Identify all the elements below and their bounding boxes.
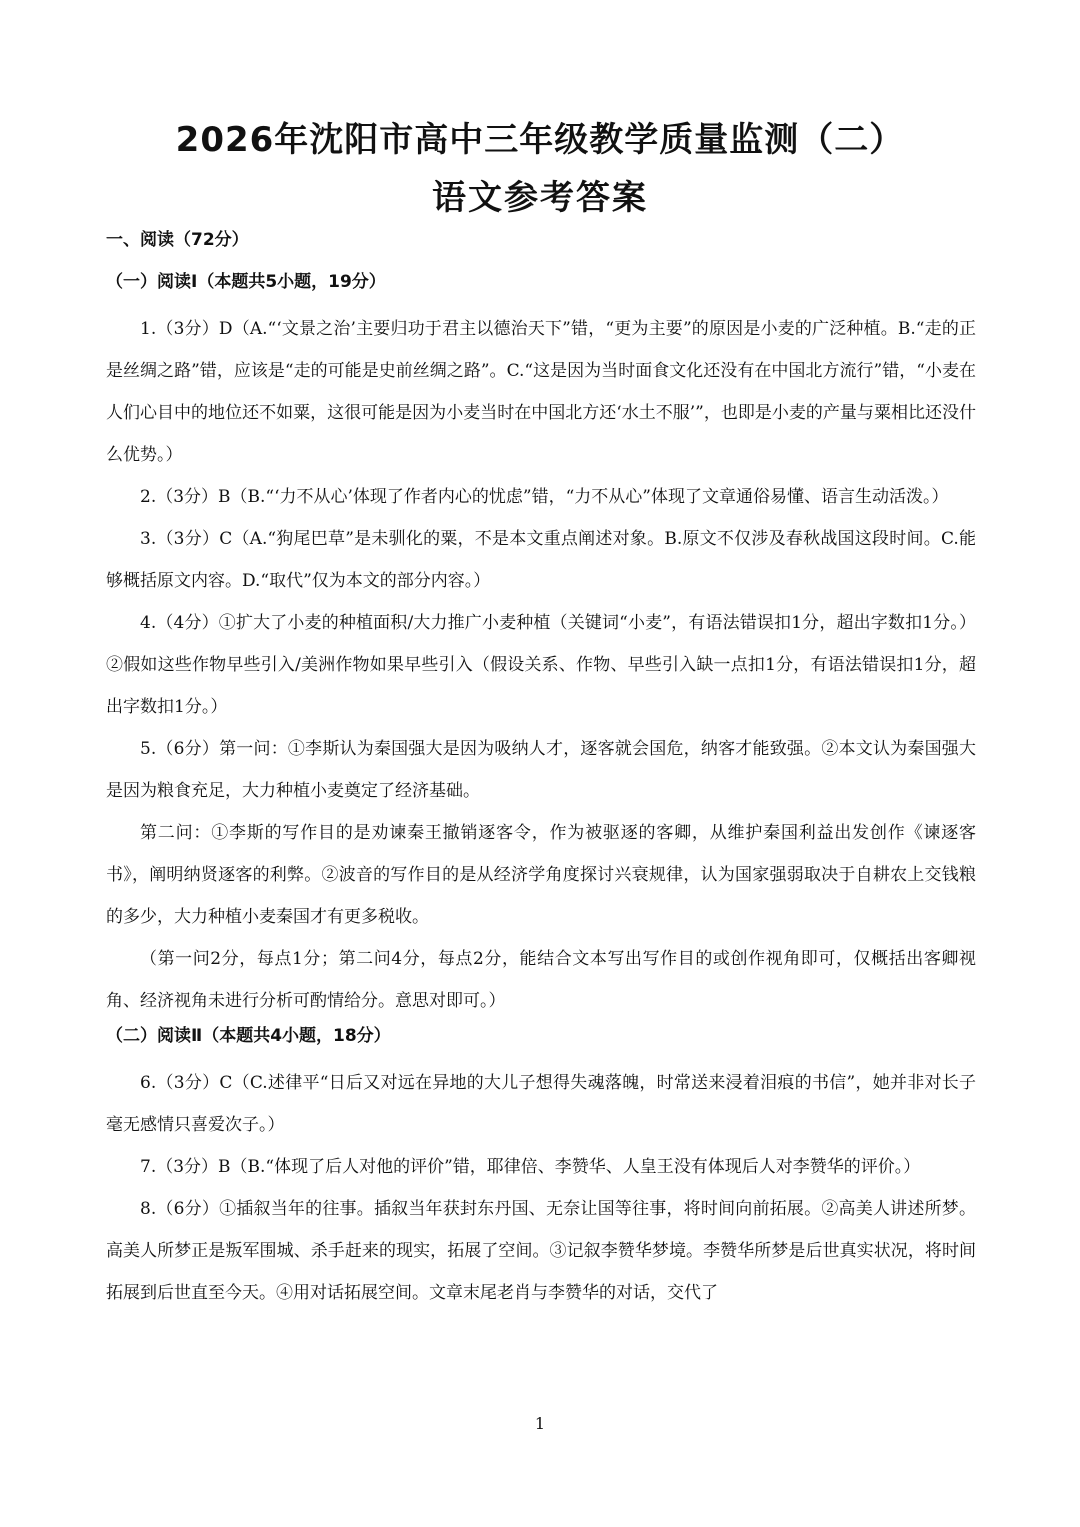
answer-q5-second: 第二问：①李斯的写作目的是劝谏秦王撤销逐客令，作为被驱逐的客卿，从维护秦国利益出发创作《谏逐客书》，阐明纳贤逐客的利弊。②波音的写作目的是从经济学角度探讨兴衰规律，认为国家强弱取决于自耕农上交钱粮的多少，大力种植小麦秦国才有更多税收。: [106, 823, 976, 927]
answer-q5-scoring: （第一问2分，每点1分；第二问4分，每点2分，能结合文本写出写作目的或创作视角即可，仅概括出客卿视角、经济视角未进行分析可酌情给分。意思对即可。）: [106, 949, 976, 1011]
page-number: 1: [534, 1414, 546, 1433]
answer-q2: 2.（3分）B（B.“‘力不从心’体现了作者内心的忧虑”错，“力不从心”体现了文章通俗易懂、语言生动活泼。）: [140, 487, 949, 507]
document-title: 2026年沈阳市高中三年级教学质量监测（二）: [175, 120, 905, 160]
answer-q1: 1.（3分）D（A.“‘文景之治’主要归功于君主以德治天下”错，“更为主要”的原因是小麦的广泛种植。B.“走的正是丝绸之路”错，应该是“走的可能是史前丝绸之路”。C.“这是因为当时面食文化还没有在中国北方流行”错，“小麦在人们心目中的地位还不如粟，这很可能是因为小麦当时在中国北方还‘水土不服’”，也即是小麦的产量与粟相比还没什么优势。）: [106, 319, 976, 465]
answer-q4: 4.（4分）①扩大了小麦的种植面积/大力推广小麦种植（关键词“小麦”，有语法错误扣1分，超出字数扣1分。）②假如这些作物早些引入/美洲作物如果早些引入（假设关系、作物、早些引入缺一点扣1分，有语法错误扣1分，超出字数扣1分。）: [106, 613, 976, 717]
answer-content: [106, 226, 976, 1314]
answer-q6: 6.（3分）C（C.述律平“日后又对远在异地的大儿子想得失魂落魄，时常送来浸着泪痕的书信”，她并非对长子毫无感情只喜爱次子。）: [106, 1073, 976, 1135]
answer-q7: 7.（3分）B（B.“体现了后人对他的评价”错，耶律倍、李赞华、人皇王没有体现后人对李赞华的评价。）: [140, 1157, 921, 1177]
part-heading-reading-1: （一）阅读Ⅰ（本题共5小题，19分）: [106, 272, 386, 292]
section-heading-reading: 一、阅读（72分）: [106, 230, 249, 250]
answer-q5-first: 5.（6分）第一问：①李斯认为秦国强大是因为吸纳人才，逐客就会国危，纳客才能致强。②本文认为秦国强大是因为粮食充足，大力种植小麦奠定了经济基础。: [106, 739, 976, 801]
answer-q8: 8.（6分）①插叙当年的往事。插叙当年获封东丹国、无奈让国等往事，将时间向前拓展。②高美人讲述所梦。高美人所梦正是叛军围城、杀手赶来的现实，拓展了空间。③记叙李赞华梦境。李赞华所梦是后世真实状况，将时间拓展到后世直至今天。④用对话拓展空间。文章末尾老肖与李赞华的对话，交代了: [106, 1199, 976, 1303]
document-subtitle: 语文参考答案: [432, 178, 648, 218]
part-heading-reading-2: （二）阅读Ⅱ（本题共4小题，18分）: [106, 1026, 391, 1046]
answer-q3: 3.（3分）C（A.“狗尾巴草”是未驯化的粟，不是本文重点阐述对象。B.原文不仅涉及春秋战国这段时间。C.能够概括原文内容。D.“取代”仅为本文的部分内容。）: [106, 529, 976, 591]
